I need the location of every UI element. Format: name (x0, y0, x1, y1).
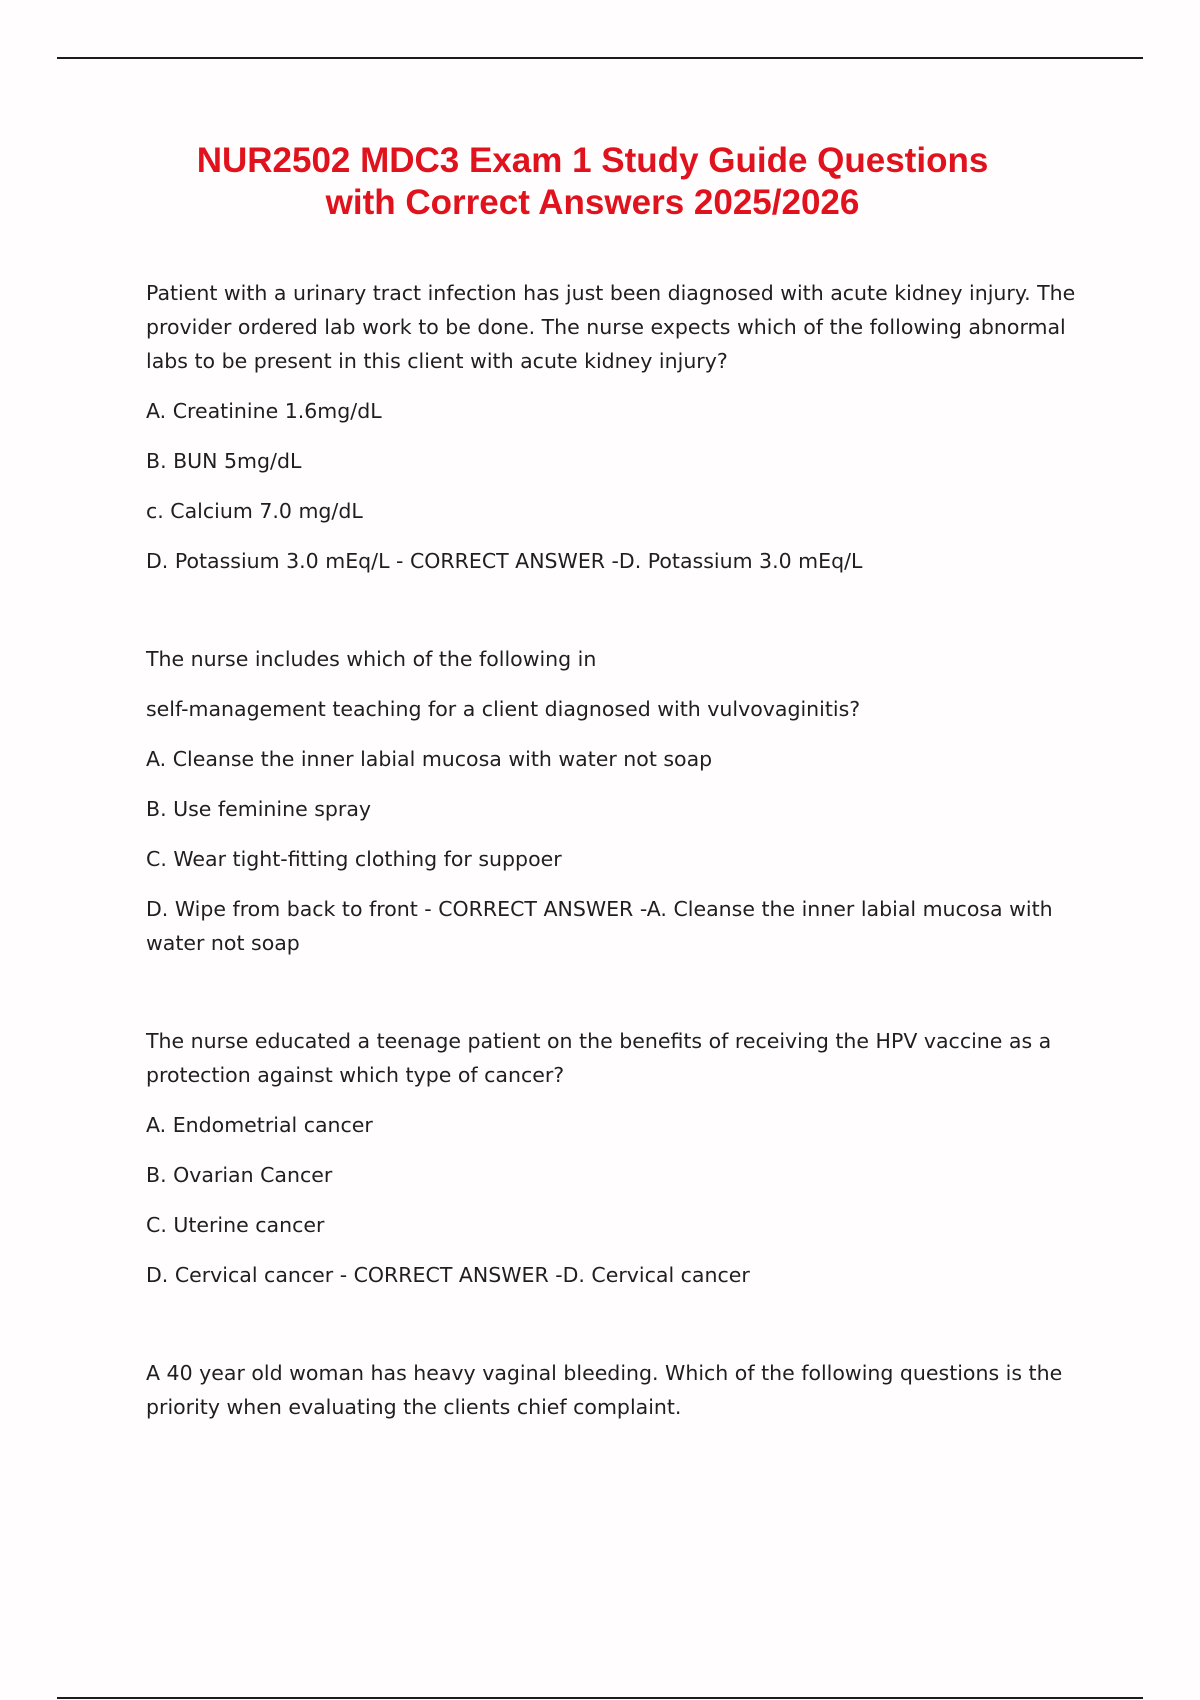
question-text-line-2: self-management teaching for a client diagnosed with vulvovaginitis? (146, 697, 861, 721)
answer-option: B. Use feminine spray (146, 797, 372, 821)
title-line-2: with Correct Answers 2025/2026 (325, 183, 860, 222)
answer-option: C. Uterine cancer (146, 1213, 325, 1237)
question-spacer (146, 594, 1076, 642)
answer-option: A. Creatinine 1.6mg/dL (146, 399, 382, 423)
document-title (120, 140, 1065, 224)
question-block-2 (146, 642, 1076, 960)
answer-option-with-correct-answer: D. Cervical cancer - CORRECT ANSWER -D. Cervical cancer (146, 1263, 750, 1287)
question-block-3 (146, 1024, 1076, 1292)
question-block-1 (146, 276, 1076, 578)
answer-option-with-correct-answer: D. Potassium 3.0 mEq/L - CORRECT ANSWER -D. Potassium 3.0 mEq/L (146, 549, 863, 573)
top-divider (57, 57, 1143, 59)
answer-option-with-correct-answer: D. Wipe from back to front - CORRECT ANSWER -A. Cleanse the inner labial mucosa with water not soap (146, 897, 1053, 955)
answer-option: B. BUN 5mg/dL (146, 449, 302, 473)
answer-option: A. Cleanse the inner labial mucosa with water not soap (146, 747, 713, 771)
answer-option: c. Calcium 7.0 mg/dL (146, 499, 363, 523)
question-list (146, 276, 1076, 1440)
answer-option: B. Ovarian Cancer (146, 1163, 333, 1187)
question-text-line-1: The nurse includes which of the following in (146, 647, 597, 671)
question-block-4 (146, 1356, 1076, 1424)
question-spacer (146, 1308, 1076, 1356)
question-text: A 40 year old woman has heavy vaginal bleeding. Which of the following questions is the priority when evaluating the clients chief complaint. (146, 1361, 1063, 1419)
answer-option: C. Wear tight-fitting clothing for suppoer (146, 847, 562, 871)
bottom-divider (57, 1697, 1143, 1699)
answer-option: A. Endometrial cancer (146, 1113, 373, 1137)
question-text: The nurse educated a teenage patient on the benefits of receiving the HPV vaccine as a protection against which type of cancer? (146, 1029, 1052, 1087)
question-spacer (146, 976, 1076, 1024)
question-text: Patient with a urinary tract infection has just been diagnosed with acute kidney injury. The provider ordered lab work to be done. The nurse expects which of the following abnormal labs to be present in this client with acute kidney injury? (146, 281, 1076, 373)
title-line-1: NUR2502 MDC3 Exam 1 Study Guide Questions (196, 141, 989, 180)
